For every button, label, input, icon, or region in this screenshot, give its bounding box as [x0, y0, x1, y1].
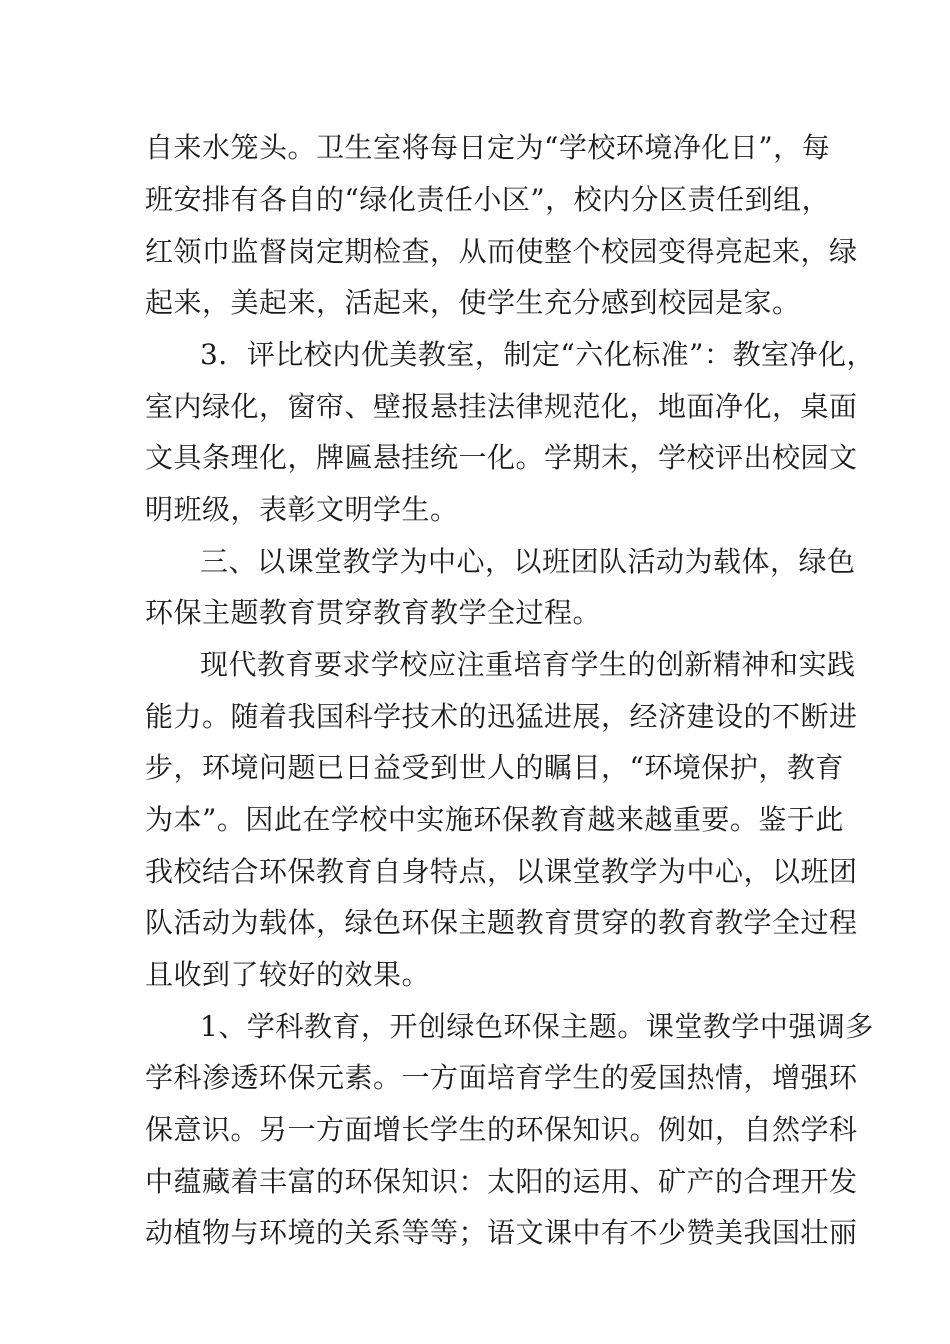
text-line: 学科渗透环保元素。一方面培育学生的爱国热情，增强环 [145, 1061, 858, 1094]
text-line: 步，环境问题已日益受到世人的瞩目，“环境保护，教育 [145, 751, 844, 784]
text-line: 班安排有各自的“绿化责任小区”，校内分区责任到组， [145, 183, 831, 216]
text-line: 环保主题教育贯穿教育教学全过程。 [145, 596, 602, 629]
text-line: 红领巾监督岗定期检查，从而使整个校园变得亮起来，绿 [145, 235, 858, 268]
text-line: 能力。随着我国科学技术的迅猛进展，经济建设的不断进 [145, 700, 858, 733]
text-line: 队活动为载体，绿色环保主题教育贯穿的教育教学全过程 [145, 906, 858, 939]
text-line: 动植物与环境的关系等等；语文课中有不少赞美我国壮丽 [145, 1216, 858, 1249]
text-line: 为本”。因此在学校中实施环保教育越来越重要。鉴于此 [145, 803, 844, 836]
text-line: 3．评比校内优美教室，制定“六化标准”：教室净化， [200, 338, 875, 371]
text-line: 明班级，表彰文明学生。 [145, 493, 459, 526]
text-line: 1、学科教育，开创绿色环保主题。课堂教学中强调多 [200, 1010, 874, 1043]
text-line: 文具条理化，牌匾悬挂统一化。学期末，学校评出校园文 [145, 441, 858, 474]
text-line: 现代教育要求学校应注重培育学生的创新精神和实践 [200, 648, 856, 681]
text-line: 起来，美起来，活起来，使学生充分感到校园是家。 [145, 286, 801, 319]
text-line: 我校结合环保教育自身特点，以课堂教学为中心，以班团 [145, 855, 858, 888]
text-line: 室内绿化，窗帘、壁报悬挂法律规范化，地面净化，桌面 [145, 390, 858, 423]
text-line: 中蕴藏着丰富的环保知识：太阳的运用、矿产的合理开发 [145, 1165, 858, 1198]
text-line: 自来水笼头。卫生室将每日定为“学校环境净化日”，每 [145, 131, 831, 164]
text-line: 三、以课堂教学为中心，以班团队活动为载体，绿色 [200, 545, 856, 578]
text-line: 保意识。另一方面增长学生的环保知识。例如，自然学科 [145, 1113, 858, 1146]
text-line: 且收到了较好的效果。 [145, 958, 431, 991]
